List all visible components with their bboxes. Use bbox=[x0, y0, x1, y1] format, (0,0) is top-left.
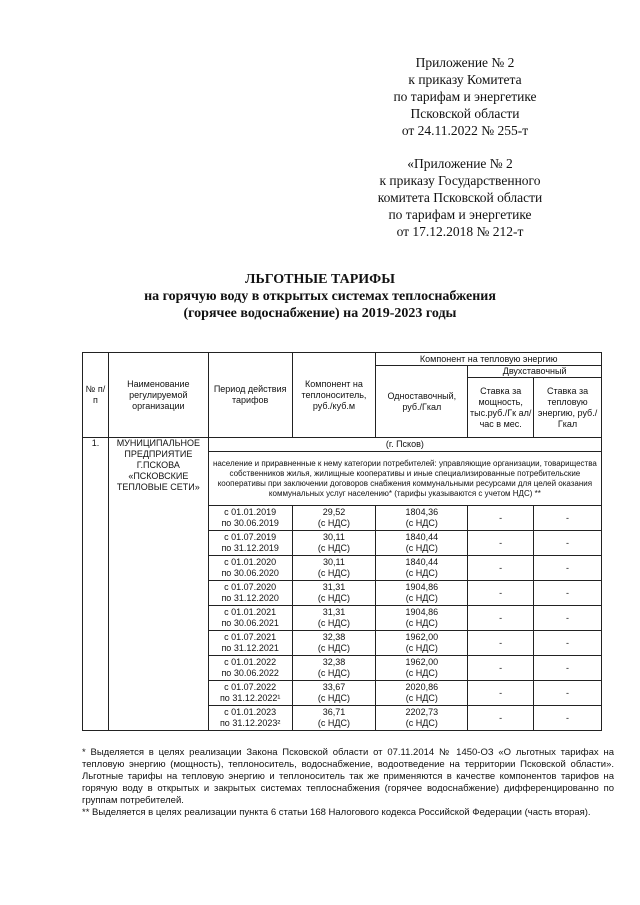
energy-rate-cell: - bbox=[534, 631, 602, 656]
header-one-part: Одноставочный, руб./Гкал bbox=[376, 366, 468, 438]
energy-rate-cell: - bbox=[534, 581, 602, 606]
period-start: с 01.01.2019 bbox=[224, 507, 277, 517]
energy-cell bbox=[376, 631, 468, 656]
appendix-line: от 17.12.2018 № 212-т bbox=[396, 224, 524, 239]
carrier-cell bbox=[292, 681, 376, 706]
vat-note: (с НДС) bbox=[317, 693, 351, 703]
title-line: (горячее водоснабжение) на 2019-2023 годы bbox=[183, 306, 457, 321]
header-capacity: Ставка за мощность, тыс.руб./Гк ал/час в мес. bbox=[468, 378, 534, 438]
energy-cell bbox=[376, 581, 468, 606]
energy-value: 1804,36 bbox=[405, 507, 439, 517]
period-cell bbox=[208, 531, 292, 556]
title-line: на горячую воду в открытых системах теплоснабжения bbox=[144, 289, 496, 304]
period-cell bbox=[208, 506, 292, 531]
vat-note: (с НДС) bbox=[405, 593, 438, 603]
appendix-line: «Приложение № 2 bbox=[407, 156, 513, 171]
energy-rate-cell: - bbox=[534, 706, 602, 731]
period-start: с 01.07.2020 bbox=[224, 582, 277, 592]
energy-cell bbox=[376, 531, 468, 556]
period-end: по 31.12.2023² bbox=[219, 718, 281, 728]
period-end: по 30.06.2021 bbox=[221, 618, 279, 628]
capacity-cell: - bbox=[468, 531, 534, 556]
period-cell bbox=[208, 606, 292, 631]
period-start: с 01.01.2020 bbox=[224, 557, 277, 567]
period-cell bbox=[208, 556, 292, 581]
carrier-cell bbox=[292, 631, 376, 656]
energy-cell bbox=[376, 656, 468, 681]
vat-note: (с НДС) bbox=[405, 543, 438, 553]
carrier-value: 32,38 bbox=[322, 632, 346, 642]
period-end: по 30.06.2019 bbox=[221, 518, 279, 528]
appendix-line: к приказу Государственного bbox=[379, 173, 541, 188]
energy-cell bbox=[376, 706, 468, 731]
energy-value: 1840,44 bbox=[405, 532, 439, 542]
carrier-cell bbox=[292, 581, 376, 606]
energy-rate-cell: - bbox=[534, 606, 602, 631]
carrier-cell bbox=[292, 706, 376, 731]
energy-cell bbox=[376, 506, 468, 531]
carrier-cell bbox=[292, 506, 376, 531]
carrier-value: 36,71 bbox=[322, 707, 346, 717]
period-end: по 30.06.2022 bbox=[221, 668, 279, 678]
vat-note: (с НДС) bbox=[405, 718, 438, 728]
energy-value: 2020,86 bbox=[405, 682, 439, 692]
energy-cell bbox=[376, 606, 468, 631]
vat-note: (с НДС) bbox=[317, 568, 351, 578]
header-carrier: Компонент на теплоноситель, руб./куб.м bbox=[292, 353, 376, 438]
period-start: с 01.07.2022 bbox=[224, 682, 277, 692]
energy-value: 1840,44 bbox=[405, 557, 439, 567]
vat-note: (с НДС) bbox=[317, 618, 351, 628]
period-end: по 31.12.2021 bbox=[221, 643, 279, 653]
appendix-line: Псковской области bbox=[410, 106, 520, 121]
period-end: по 31.12.2020 bbox=[221, 593, 279, 603]
period-start: с 01.01.2022 bbox=[224, 657, 277, 667]
energy-value: 1962,00 bbox=[405, 657, 439, 667]
header-period: Период действия тарифов bbox=[208, 353, 292, 438]
carrier-value: 32,38 bbox=[322, 657, 346, 667]
appendix-line: комитета Псковской области bbox=[377, 190, 543, 205]
energy-rate-cell: - bbox=[534, 506, 602, 531]
carrier-cell bbox=[292, 606, 376, 631]
capacity-cell: - bbox=[468, 706, 534, 731]
period-cell bbox=[208, 681, 292, 706]
capacity-cell: - bbox=[468, 581, 534, 606]
energy-rate-cell: - bbox=[534, 556, 602, 581]
header-energy-rate: Ставка за тепловую энергию, руб./Гкал bbox=[534, 378, 602, 438]
vat-note: (с НДС) bbox=[405, 693, 438, 703]
energy-value: 2202,73 bbox=[405, 707, 439, 717]
footnote: ** Выделяется в целях реализации пункта 6 статьи 168 Налогового кодекса Российской Федерации (часть вторая). bbox=[82, 807, 591, 818]
appendix-line: по тарифам и энергетике bbox=[388, 207, 532, 222]
capacity-cell: - bbox=[468, 656, 534, 681]
carrier-value: 30,11 bbox=[323, 532, 345, 542]
carrier-value: 31,31 bbox=[322, 582, 346, 592]
document-title bbox=[0, 271, 640, 322]
energy-value: 1904,86 bbox=[405, 607, 439, 617]
capacity-cell: - bbox=[468, 631, 534, 656]
header-num: № п/ п bbox=[83, 353, 109, 438]
carrier-value: 33,67 bbox=[322, 682, 346, 692]
energy-value: 1904,86 bbox=[405, 582, 439, 592]
row-number: 1. bbox=[83, 438, 109, 731]
vat-note: (с НДС) bbox=[317, 543, 351, 553]
period-end: по 30.06.2020 bbox=[221, 568, 279, 578]
vat-note: (с НДС) bbox=[405, 618, 438, 628]
appendix-line: Приложение № 2 bbox=[415, 55, 515, 70]
header-energy: Компонент на тепловую энергию bbox=[376, 353, 602, 366]
carrier-value: 31,31 bbox=[322, 607, 346, 617]
energy-cell bbox=[376, 556, 468, 581]
carrier-value: 29,52 bbox=[322, 507, 346, 517]
vat-note: (с НДС) bbox=[317, 518, 351, 528]
energy-rate-cell: - bbox=[534, 656, 602, 681]
appendix-line: к приказу Комитета bbox=[408, 72, 522, 87]
vat-note: (с НДС) bbox=[317, 718, 351, 728]
carrier-cell bbox=[292, 656, 376, 681]
appendix-header-original bbox=[357, 155, 563, 240]
vat-note: (с НДС) bbox=[405, 668, 438, 678]
energy-value: 1962,00 bbox=[405, 632, 439, 642]
period-cell bbox=[208, 631, 292, 656]
period-cell bbox=[208, 706, 292, 731]
carrier-value: 30,11 bbox=[323, 557, 345, 567]
period-end: по 31.12.2019 bbox=[221, 543, 279, 553]
period-start: с 01.07.2021 bbox=[224, 632, 277, 642]
vat-note: (с НДС) bbox=[317, 593, 351, 603]
footnote: * Выделяется в целях реализации Закона Псковской области от 07.11.2014 № 1450-ОЗ «О льготных тарифах на тепловую энергию (мощность), теплоноситель, водоснабжение, водоотведение на территории Псковской области». Льготные тарифы на тепловую энергию и теплоноситель так же применяются в качестве компонентов тарифов на горячую воду в открытых и закрытых системах теплоснабжения (горячее водоснабжение) дифференцированно по группам потребителей. bbox=[82, 747, 614, 806]
appendix-line: от 24.11.2022 № 255-т bbox=[401, 123, 529, 138]
energy-rate-cell: - bbox=[534, 531, 602, 556]
appendix-line: по тарифам и энергетике bbox=[393, 89, 537, 104]
energy-cell bbox=[376, 681, 468, 706]
vat-note: (с НДС) bbox=[405, 568, 438, 578]
vat-note: (с НДС) bbox=[405, 643, 438, 653]
period-end: по 31.12.2022¹ bbox=[219, 693, 281, 703]
header-org: Наименование регулируемой организации bbox=[108, 353, 208, 438]
capacity-cell: - bbox=[468, 506, 534, 531]
period-start: с 01.07.2019 bbox=[224, 532, 277, 542]
carrier-cell bbox=[292, 531, 376, 556]
consumer-category: население и приравненные к нему категории потребителей: управляющие организации, товарищества собственников жилья, жилищные кооперативы и иные специализированные потребительские кооперативы при заключении договоров снабжения коммунальными ресурсами для целей оказания коммунальных услуг населению* (тарифы указываются с учетом НДС) ** bbox=[208, 452, 601, 506]
footnotes bbox=[82, 747, 614, 819]
vat-note: (с НДС) bbox=[405, 518, 438, 528]
appendix-header-current bbox=[370, 54, 560, 139]
capacity-cell: - bbox=[468, 681, 534, 706]
period-start: с 01.01.2021 bbox=[224, 607, 277, 617]
period-cell bbox=[208, 581, 292, 606]
energy-rate-cell: - bbox=[534, 681, 602, 706]
vat-note: (с НДС) bbox=[317, 643, 351, 653]
city-label: (г. Псков) bbox=[208, 438, 601, 452]
vat-note: (с НДС) bbox=[317, 668, 351, 678]
period-cell bbox=[208, 656, 292, 681]
title-line: ЛЬГОТНЫЕ ТАРИФЫ bbox=[245, 272, 395, 287]
carrier-cell bbox=[292, 556, 376, 581]
period-start: с 01.01.2023 bbox=[224, 707, 277, 717]
tariff-table bbox=[82, 352, 602, 731]
capacity-cell: - bbox=[468, 556, 534, 581]
organization-name: МУНИЦИПАЛЬНОЕ ПРЕДПРИЯТИЕ Г.ПСКОВА «ПСКОВСКИЕ ТЕПЛОВЫЕ СЕТИ» bbox=[108, 438, 208, 731]
header-two-part: Двухставочный bbox=[468, 366, 602, 378]
capacity-cell: - bbox=[468, 606, 534, 631]
